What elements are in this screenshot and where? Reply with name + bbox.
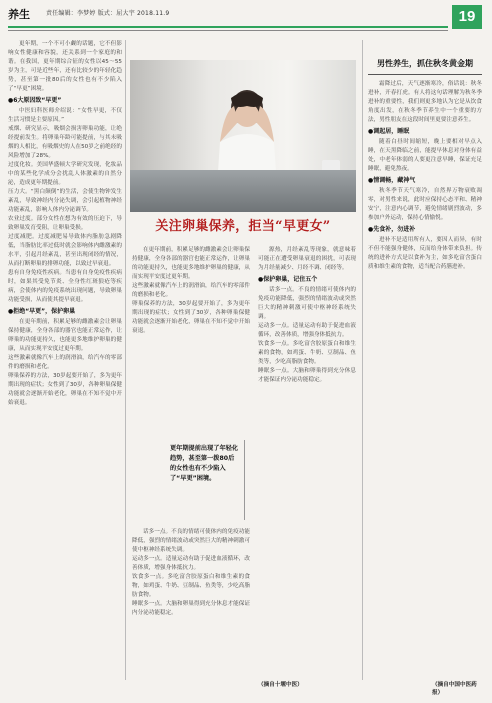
subhead-causes: ●6大原因致“早更” <box>8 97 62 104</box>
right-subhead-1: ●调起居，睡眠 <box>368 128 410 135</box>
column-divider <box>125 40 126 680</box>
causes-text: 中医妇科医师介绍说：“女性早更，不仅生活习惯是主要原因。” 戒烟、研究显示，吸烟会损害卵巢功能，让绝经提前发生。将卵巢年龄可能提前，与其未吸烟的人相比，有吸烟史的人在50岁之前绝经的风险增加了28%。 过度化妆。美国华盛顿大学研究发现，化妆品中的某些化学成分会扰乱人体激素的自然分泌，造成更年期提前。 压力大。“黑白颠倒”的生活，会使生物钟发生紊乱，导致神经内分泌失调，会引起植物神经功能紊乱，影响人体内分泌调节。 农业过度。部分女性在想为有效的压迫下，导致卵巢发育受阻，让卵巢受损。 过度减肥。过度减肥易导致体内脂肪急剧降低，当脂肪比率过低时就会影响体内雌激素的水平，引起月经紊乱，甚至出现闭经的情况，从而打断卵巢的排卵功能，以致过早衰退。 患有自身免疫性疾病。当患有自身免疫性疾病时，如果其受免节炎、全身性红斑狼疮等疾病，会使体内的免疫系统出现问题，导致卵巢功能受损，从而使其提早衰退。 <box>8 108 122 303</box>
right-text-3: 进补不是适用所有人，要因人而异，有时不但不能强身健体，反而给身体带来负担。传统的进补方式是以食补为主，如多吃富含蛋白质和维生素的食物，适当配合药膳进补。 <box>368 237 482 270</box>
article-column-2 <box>258 246 356 676</box>
protect-text: 在更年期前，积累足够的雌激素会让卵巢保持健康，全身各部的器官也能正常运作，让卵巢的功能更持久，也能更多地维护卵巢的健康，从而实现平安度过更年期。 这些激素就像汽车上的润滑油，给汽车的零部件的磨损和老化。 卵巢保养的方法，30岁起要开始了，多为更年期出现的症状；女性到了30岁，各种卵巢保健功能就会逐渐开始老化，卵巢在不知不觉中开始衰退。 <box>8 319 122 406</box>
subhead-five-tips: ●保护卵巢，记住五个 <box>258 276 318 283</box>
right-text-2: 秋冬季节天气寒冷，自然界万物衰败凋零，对男性来说，此时应保持心态平和、精神安宁，注意内心调节，避免情绪剧烈波动，多参加户外运动，保持心情愉悦。 <box>368 188 482 221</box>
page-number: 19 <box>452 5 482 29</box>
subhead-protect: ●拒绝“早更”，保护卵巢 <box>8 308 76 315</box>
article-intro: 更年期，一个不可小觑的话题，它不但影响女性健康和容貌，还关系到一个家庭的和谐。在我国，更年期综合征的女性以45～55岁为主，可是近些年，还有比较少的年轻化趋势，甚至第一批80后的女性也有不少陷入了“早更”困境。 <box>8 41 122 92</box>
section-name: 养生 <box>8 8 30 21</box>
article-column-2a <box>132 246 250 436</box>
header-rule <box>8 26 448 28</box>
pull-quote-rule <box>244 440 245 520</box>
article-column-1 <box>8 40 122 676</box>
right-subhead-3: ●先食补，勿进补 <box>368 226 416 233</box>
source-right: （摘自中国中医药报） <box>432 682 477 696</box>
page-header <box>0 0 492 28</box>
right-intro: 霜降过后，天气逐渐寒冷，俗话说：秋冬进补，开春打虎。有人将这句话理解为秋冬季进补的重要性，我们则更多地认为它是从饮食角度出发，在秋冬季节养生中一个重要的方法，男性朋友在这段时间里更要注意养生。 <box>368 81 482 123</box>
laptop <box>130 170 356 212</box>
right-subhead-2: ●情调畅，藏神气 <box>368 177 416 184</box>
article-photo <box>130 60 356 212</box>
col2-intro: 源热，月经紊乱等现象，就意味着可能正在遭受卵巢衰退的困扰，可表现为月经量减少、月经不调、闭经等。 <box>258 247 356 271</box>
five-tips-text: 话多一点。不良的情绪可使体内的免疫功能降低，强烈的情绪波动或突然巨大的精神刺激可使中枢神经系统失调。 运动多一点。适量运动有助于促进血液循环，改善体质，增强身体抵抗力。 饮食多一点。多吃富含胶原蛋白和维生素的食物，如鸡蛋、牛奶、豆制品、鱼类等，少吃高脂肪食物。 睡眠多一点。大脑和卵巢得到充分休息才能保证内分泌功能稳定。 <box>258 287 356 383</box>
column-divider-right <box>362 40 363 680</box>
article-headline: 关注卵巢保养，拒当“早更女” <box>155 219 331 234</box>
pull-quote: 更年期提前出现了年轻化趋势，甚至第一拨80后的女性也有不少陷入了“早更”困境。 <box>170 445 239 482</box>
editor-info: 责任编辑：李梦婷 版式：屈大宇 2018.11.9 <box>46 10 170 17</box>
col2a-text: 在更年期前，积累足够的雌激素会让卵巢保持健康，全身各部的器官也能正常运作，让卵巢的功能更持久，也能更多地维护卵巢的健康，从而实现平安度过更年期。 这些激素就像汽车上的润滑油，给汽车的零部件的磨损和老化。 卵巢保养的方法，30岁起要开始了，多为更年期出现的症状；女性到了30岁，各种卵巢保健功能就会逐渐开始老化，卵巢在不知不觉中开始衰退。 <box>132 247 250 334</box>
article-column-2b <box>132 528 250 676</box>
right-article-body <box>368 80 482 676</box>
col2b-text: 话多一点。不良的情绪可使体内的免疫功能降低，强烈的情绪波动或突然巨大的精神刺激可使中枢神经系统失调。 运动多一点。适量运动有助于促进血液循环，改善体质，增强身体抵抗力。 饮食多一点。多吃富含胶原蛋白和维生素的食物，如鸡蛋、牛奶、豆制品、鱼类等，少吃高脂肪食物。 睡眠多一点。大脑和卵巢得到充分休息才能保证内分泌功能稳定。 <box>132 529 250 616</box>
right-text-1: 随着白昼时间缩短，晚上要相对早点入睡，在天黑降临之前，能提早休息对身体有益处，中老年体弱的人要更注意早睡，保证充足睡眠，避免熬夜。 <box>368 139 482 172</box>
right-article-title: 男性养生，抓住秋冬黄金期 <box>377 58 473 68</box>
right-title-rule <box>368 74 482 75</box>
header-rule-thin <box>8 30 448 31</box>
source-left: （摘自十堰中医） <box>258 682 303 688</box>
